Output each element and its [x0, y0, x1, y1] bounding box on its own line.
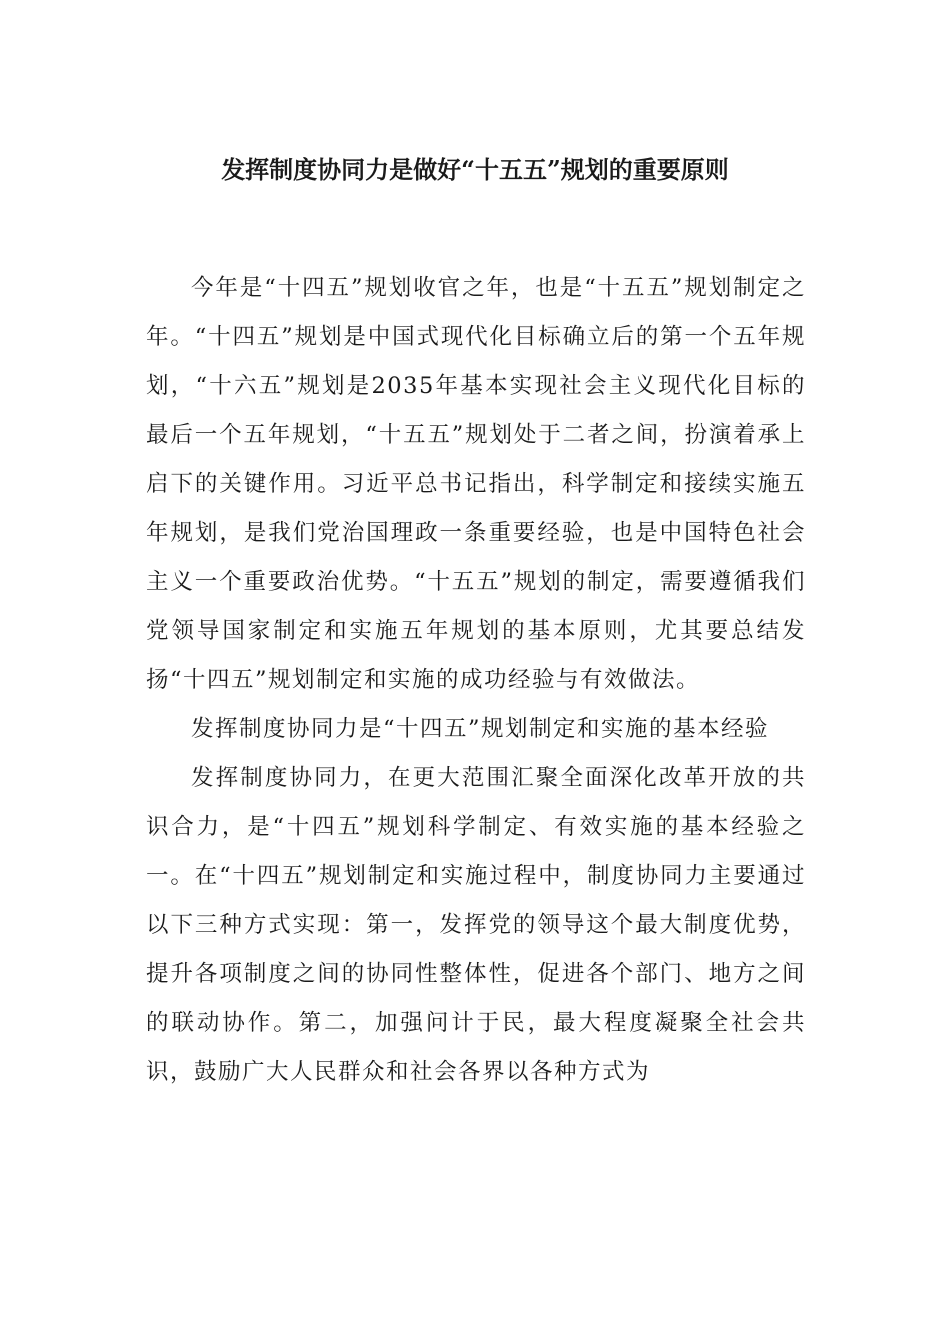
paragraph-experience: 发挥制度协同力，在更大范围汇聚全面深化改革开放的共识合力，是“十四五”规划科学制定、有效实施的基本经验之一。在“十四五”规划制定和实施过程中，制度协同力主要通过以下三种方式实现：第一，发挥党的领导这个最大制度优势，提升各项制度之间的协同性整体性，促进各个部门、地方之间的联动协作。第二，加强问计于民，最大程度凝聚全社会共识，鼓励广大人民群众和社会各界以各种方式为: [146, 765, 806, 1085]
document-title: 发挥制度协同力是做好“十五五”规划的重要原则: [221, 155, 729, 184]
paragraph-section-heading: 发挥制度协同力是“十四五”规划制定和实施的基本经验: [191, 716, 770, 742]
paragraph-intro: 今年是“十四五”规划收官之年，也是“十五五”规划制定之年。“十四五”规划是中国式现代化目标确立后的第一个五年规划，“十六五”规划是2035年基本实现社会主义现代化目标的最后一个五年规划，“十五五”规划处于二者之间，扮演着承上启下的关键作用。习近平总书记指出，科学制定和接续实施五年规划，是我们党治国理政一条重要经验，也是中国特色社会主义一个重要政治优势。“十五五”规划的制定，需要遵循我们党领导国家制定和实施五年规划的基本原则，尤其要总结发扬“十四五”规划制定和实施的成功经验与有效做法。: [146, 275, 806, 693]
document-body: [146, 264, 806, 1097]
